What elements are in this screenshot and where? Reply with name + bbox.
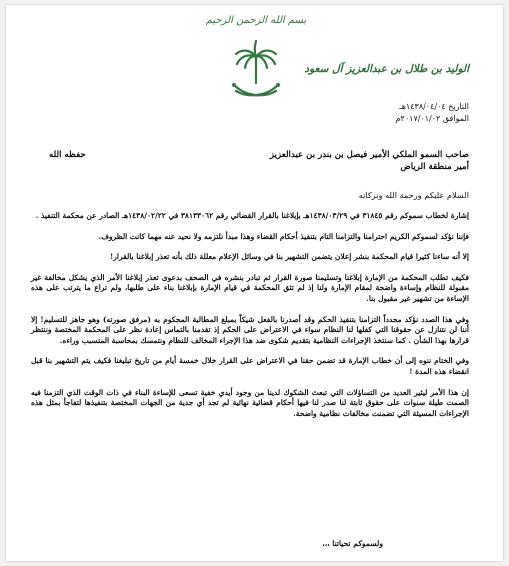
letter-page xyxy=(6,5,503,561)
paragraph-compliance: وفي هذا الصدد نؤكد مجدداً التزامنا بتنفيذ الحكم وقد أصدرنا بالفعل شيكاً بمبلغ المطالبة المحكوم به (مرفق صورته) وهو جاهز للتسليم! إلا أننا لن نتنازل عن حقوقنا التي كفلها لنا النظام سواء في الاعتراض على الحكم إذ تقدمنا بالتماس إعادة نظر على المحكمة المختصة وننتظر قرارها بهذا الشأن . كما سنتخذ الإجراءات النظامية بتقديم شكوى ضد هذا الإجراء المخالف للنظام ونتمسك بمحاسبة المتسبب وراءه. xyxy=(31,314,469,345)
basmala-calligraphy: بسم الله الرحمن الرحيم xyxy=(205,15,307,26)
addressee-block xyxy=(49,149,469,173)
paragraph-reference: إشارة لخطاب سموكم رقم ٣١٨٤٥ في ١٤٣٨/٠٣/٢٩هـ بإبلاغنا بالقرار القضائي رقم ٣٨١٣٣٠٦٢ في ١٤٣٨/٠٢/٢٢هـ الصادر عن محكمة التنفيذ . xyxy=(35,211,469,220)
addressee-row xyxy=(49,149,469,161)
sender-name-signature: الوليد بن طلال بن عبدالعزيز آل سعود xyxy=(304,63,469,75)
addressee-honorific: حفظه الله xyxy=(49,150,86,160)
closing-line: ولسموكم تحياتنا ،،، xyxy=(322,539,383,548)
paragraph-concerns: إن هذا الأمر ليثير العديد من التساؤلات التي تبعث الشكوك لدينا من وجود أيدي خفية تسعى للإساءة البناء في ذات الوقت الذي التزمنا فيه الصمت طيلة سنوات على حقوق ثابتة لنا صدر لنا فيها أحكام قضائية نهائية لم تجد أي جدية من الجهات المختصة بتنفيذها لتفاجأ بمثل هذه الإجراءات المسيئة التي تضمنت مخالفات نظامية واضحة. xyxy=(31,387,469,418)
paragraph-conclusion: وفي الختام ننوه إلى أن خطاب الإمارة قد تضمن حقنا في الاعتراض على القرار خلال خمسة أيام من تاريخ تبليغنا فكيف يتم التشهير بنا قبل انقضاء هذه المدة ! xyxy=(31,356,469,376)
letter-body xyxy=(31,211,469,429)
greeting: السلام عليكم ورحمة الله وبركاته xyxy=(358,190,469,200)
letter-date-block xyxy=(269,101,469,125)
addressee-title: أمير منطقة الرياض xyxy=(400,162,469,172)
addressee-name: صاحب السمو الملكي الأمير فيصل بن بندر بن عبدالعزيز xyxy=(269,150,469,160)
paragraph-objection: إلا أنه ساءنا كثيرا قيام المحكمة بنشر إعلان يتضمن التشهير بنا في وسائل الإعلام معللة ذلك بأنه تعذر إبلاغنا بالقرار! xyxy=(110,252,469,262)
paragraph-question: فكيف تطلب المحكمة من الإمارة إبلاغنا وتسليمنا صورة القرار ثم تبادر بنشره في الصحف بدعوى تعذر إبلاغنا الأمر الذي يشكل مخالفة غير مقبولة للنظام وإساءة واضحة لمقام الإمارة ولنا إذ لم تثق المحكمة في قيام الإمارة بإبلاغنا بناء على طلبها، ولم تراع ما يترتب على هذه الإساءة من تشهير غير مقبول بنا. xyxy=(31,272,469,303)
date-hijri: التاريخ ١٤٣٨/٠٤/٠٤هـ xyxy=(399,102,469,111)
paragraph-commitment: فإننا نؤكد لسموكم الكريم احترامنا والتزامنا التام بتنفيذ أحكام القضاء وهذا مبدأ نلتزمه ولا نحيد عنه مهما كانت الظروف. xyxy=(98,231,469,241)
date-gregorian: الموافق ٢٠١٧/٠١/٠٢م xyxy=(395,114,469,123)
